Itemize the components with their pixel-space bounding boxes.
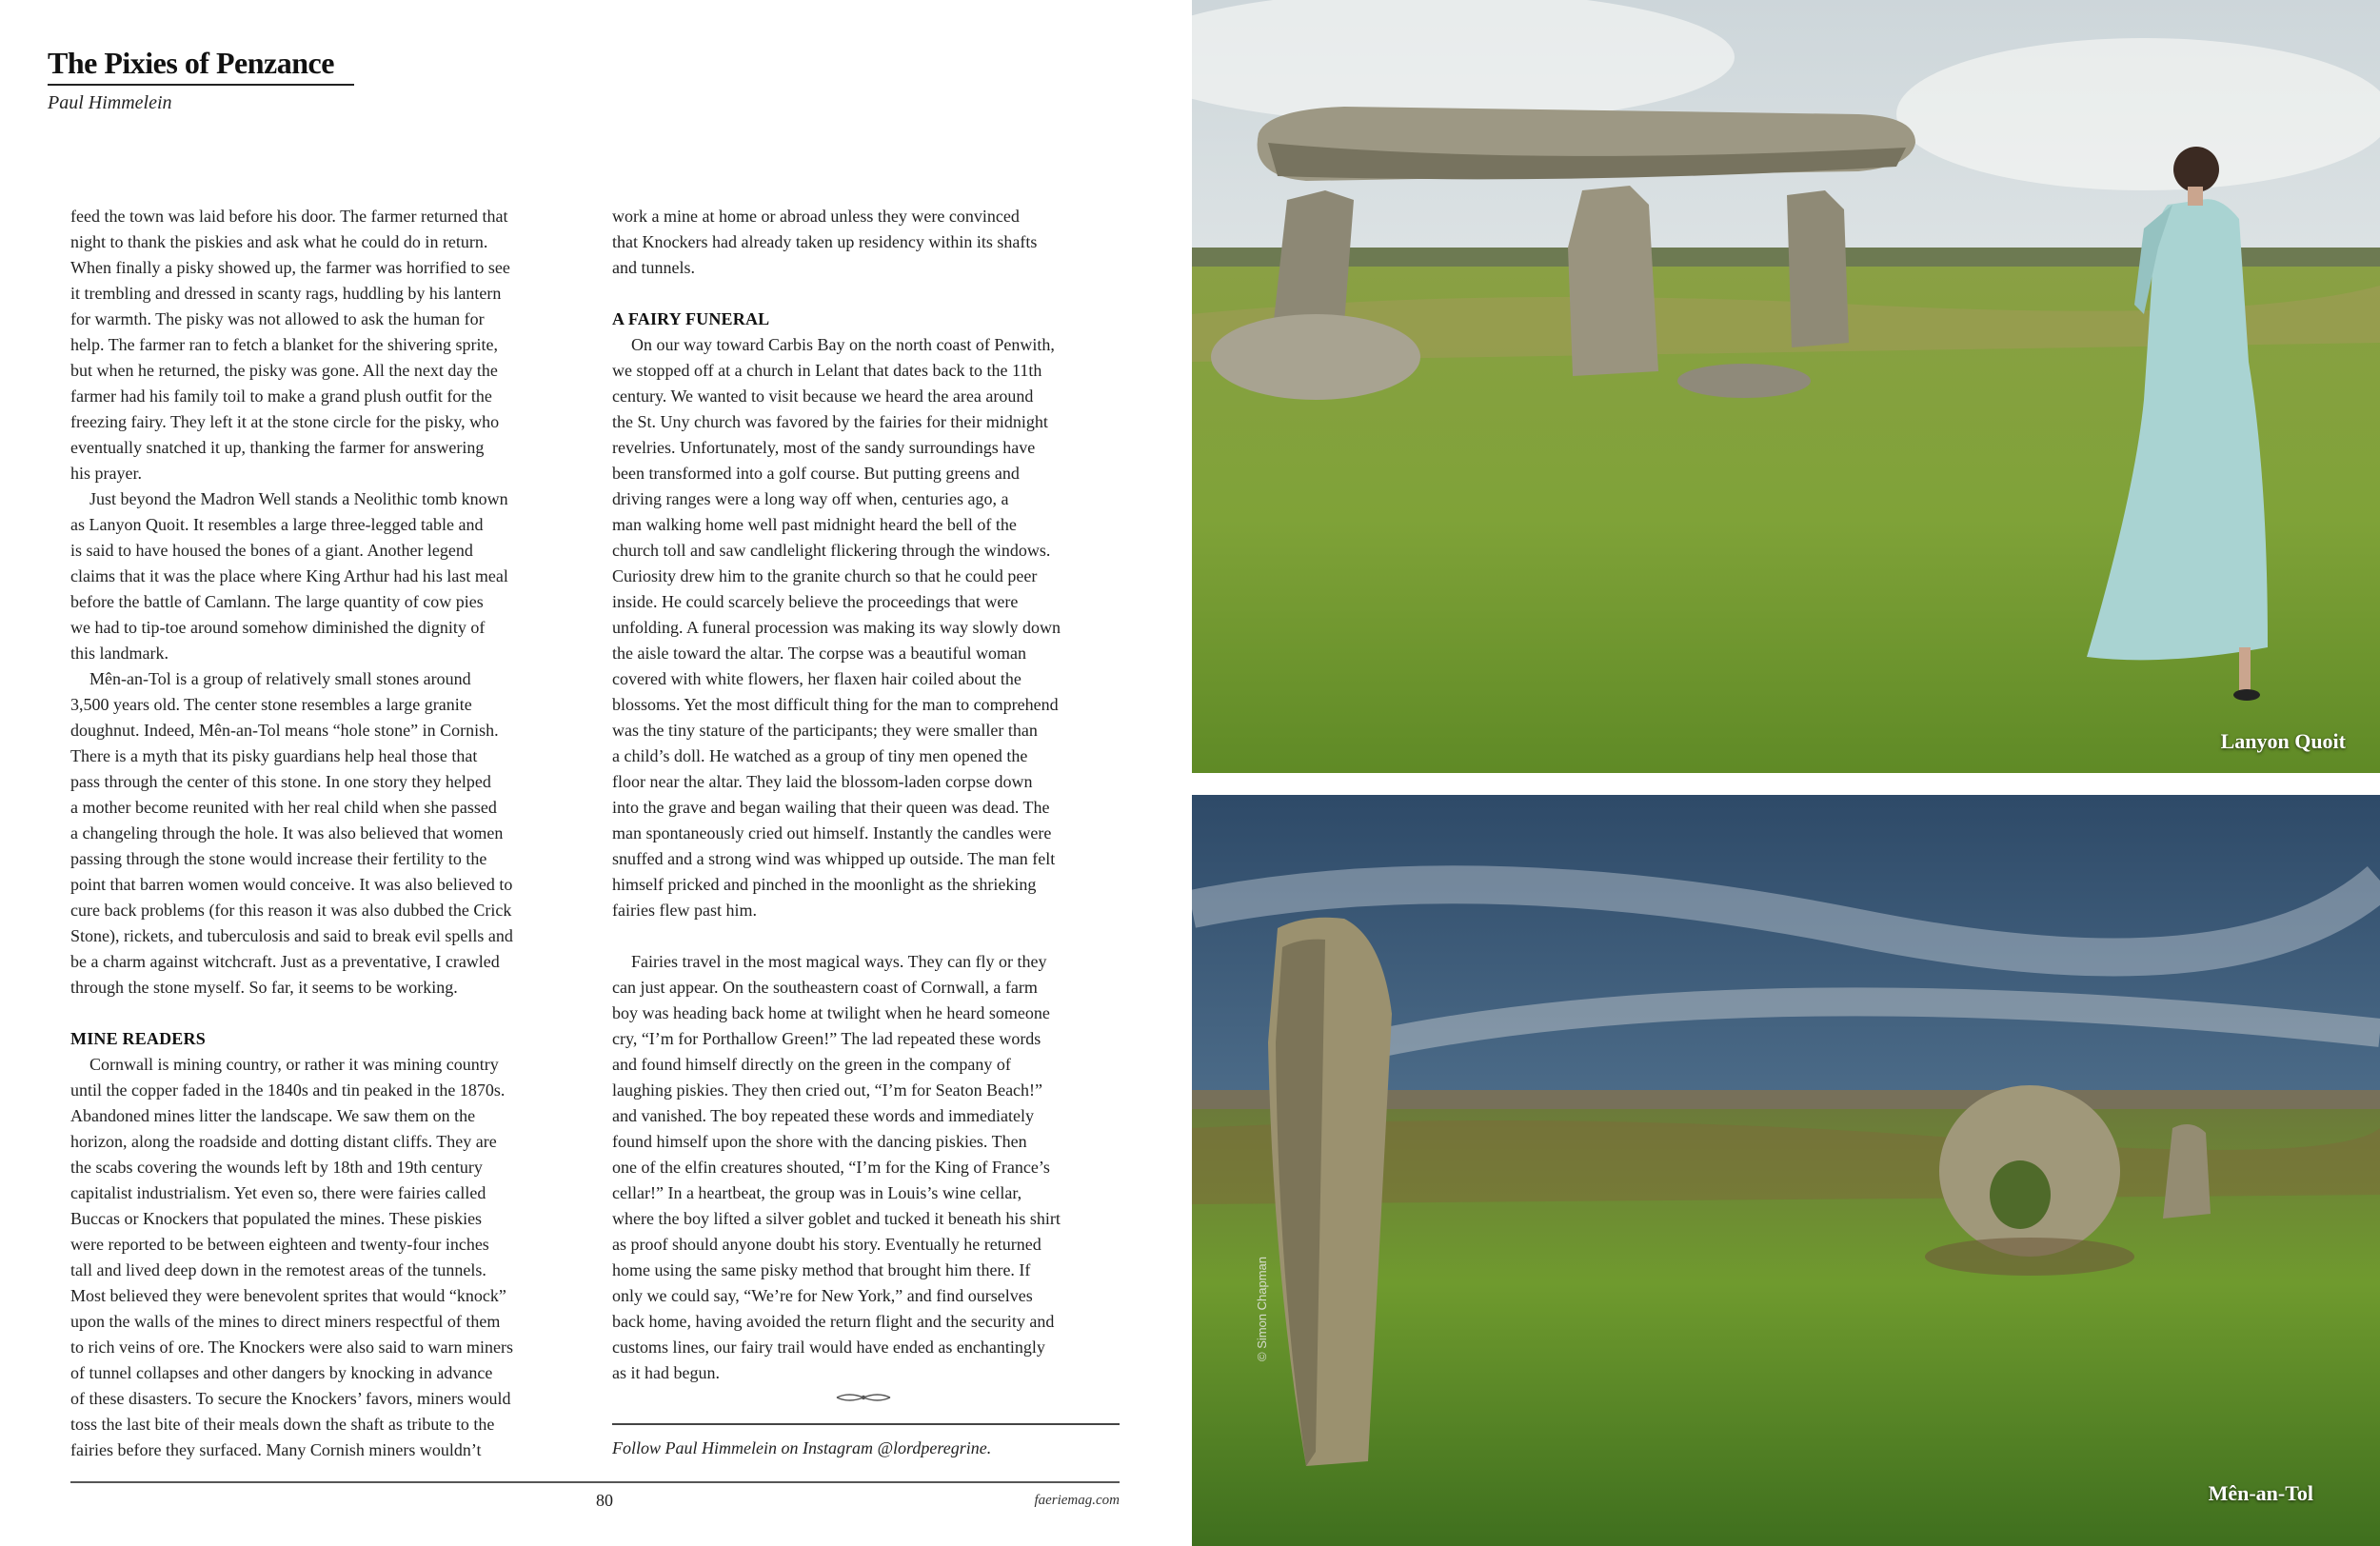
paragraph: work a mine at home or abroad unless they were convinced that Knockers had already taken up residency within its shafts and tunnels. [612, 207, 1038, 277]
paragraph: Just beyond the Madron Well stands a Neolithic tomb known as Lanyon Quoit. It resembles a large three-legged table and is said to have housed the bones of a giant. Another legend claims that it was the place where King Arthur had his last meal before the battle of Camlann. The large quantity of cow pies we had to tip-toe around somehow diminished the dignity of this landmark. [70, 489, 508, 663]
photo-lanyon-quoit [1192, 0, 2380, 773]
title-rule [48, 84, 354, 86]
section-heading: MINE READERS [70, 1029, 206, 1048]
photo-caption: Lanyon Quoit [2220, 729, 2346, 753]
spacer [612, 923, 1121, 949]
text-column-left [70, 204, 580, 1463]
text-column-right [612, 204, 1121, 1386]
ornament-icon [835, 1390, 892, 1405]
paragraph: Fairies travel in the most magical ways. They can fly or they can just appear. On the southeastern coast of Cornwall, a farm boy was heading back home at twilight when he heard someone cry, “I’m for Porthallow Green!” The lad repeated these words and found himself directly on the green in the company of laughing piskies. They then cried out, “I’m for Seaton Beach!” and vanished. The boy repeated these words and immediately found himself upon the shore with the dancing piskies. Then one of the elfin creatures shouted, “I’m for the King of France’s cellar!” In a heartbeat, the group was in Louis’s wine cellar, where the boy lifted a silver goblet and tucked it beneath his shirt as proof should anyone doubt his story. Eventually he returned home using the same pisky method that brought him there. If only we could say, “We’re for New York,” and find ourselves back home, having avoided the return flight and the security and customs lines, our fairy trail would have ended as enchantingly as it had begun. [612, 952, 1061, 1382]
site-url: faeriemag.com [1034, 1493, 1120, 1508]
author-name: Paul Himmelein [48, 92, 172, 113]
photo-caption: Mên-an-Tol [2208, 1481, 2313, 1505]
photo-men-an-tol [1192, 795, 2380, 1546]
paragraph: feed the town was laid before his door. The farmer returned that night to thank the piskies and ask what he could do in return. When finally a pisky showed up, the farmer was horrified to see it trembling and dressed in scanty rags, huddling by his lantern for warmth. The pisky was not allowed to ask the human for help. The farmer ran to fetch a blanket for the shivering sprite, but when he returned, the pisky was gone. All the next day the farmer had his family toil to make a grand plush outfit for the freezing fairy. They left it at the stone circle for the pisky, who eventually snatched it up, thanking the farmer for answering his prayer. [70, 207, 510, 483]
divider [612, 1423, 1120, 1425]
article-title: The Pixies of Penzance [48, 46, 334, 80]
spacer [612, 281, 1121, 307]
photo-credit: © Simon Chapman [1255, 1256, 1269, 1361]
masthead [48, 44, 352, 116]
paragraph: On our way toward Carbis Bay on the north coast of Penwith, we stopped off at a church in Lelant that dates back to the 11th century. We wanted to visit because we heard the area around the St. Uny church was favored by the fairies for their midnight revelries. Unfortunately, most of the sandy surroundings have been transformed into a golf course. But putting greens and driving ranges were a long way off when, centuries ago, a man walking home well past midnight heard the bell of the church toll and saw candlelight flickering through the windows. Curiosity drew him to the granite church so that he could peer inside. He could scarcely believe the proceedings that were unfolding. A funeral procession was making its way slowly down the aisle toward the altar. The corpse was a beautiful woman covered with white flowers, her flaxen hair coiled about the blossoms. Yet the most difficult thing for the man to comprehend was the tiny stature of the participants; they were smaller than a child’s doll. He watched as a group of tiny men opened the floor near the altar. They laid the blossom-laden corpse down into the grave and began wailing that their queen was dead. The man spontaneously cried out himself. Instantly the candles were snuffed and a strong wind was whipped up outside. The man felt himself pricked and pinched in the moonlight as the shrieking fairies flew past him. [612, 335, 1061, 920]
instagram-follow-note: Follow Paul Himmelein on Instagram @lordperegrine. [612, 1438, 992, 1457]
page-number: 80 [596, 1491, 613, 1510]
footer-rule [70, 1481, 1120, 1483]
paragraph: Cornwall is mining country, or rather it was mining country until the copper faded in the 1840s and tin peaked in the 1870s. Abandoned mines litter the landscape. We saw them on the horizon, along the roadside and dotting distant cliffs. They are the scabs covering the wounds left by 18th and 19th century capitalist industrialism. Yet even so, there were fairies called Buccas or Knockers that populated the mines. These piskies were reported to be between eighteen and twenty-four inches tall and lived deep down in the remotest areas of the tunnels. Most believed they were benevolent sprites that would “knock” upon the walls of the mines to direct miners respectful of them to rich veins of ore. The Knockers were also said to warn miners of tunnel collapses and other dangers by knocking in advance of these disasters. To secure the Knockers’ favors, miners would toss the last bite of their meals down the shaft as tribute to the fairies before they surfaced. Many Cornish miners wouldn’t [70, 1055, 514, 1459]
spacer [70, 1001, 580, 1026]
men-an-tol-illustration [1192, 795, 2380, 1546]
paragraph: Mên-an-Tol is a group of relatively small stones around 3,500 years old. The center stone resembles a large granite doughnut. Indeed, Mên-an-Tol means “hole stone” in Cornish. There is a myth that its pisky guardians help heal those that pass through the center of this stone. In one story they helped a mother become reunited with her real child when she passed a changeling through the hole. It was also believed that women passing through the stone would increase their fertility to the point that barren women would conceive. It was also believed to cure back problems (for this reason it was also dubbed the Crick Stone), rickets, and tuberculosis and said to break evil spells and be a charm against witchcraft. Just as a preventative, I crawled through the stone myself. So far, it seems to be working. [70, 669, 513, 997]
lanyon-quoit-illustration [1192, 0, 2380, 773]
section-heading: A FAIRY FUNERAL [612, 309, 770, 328]
